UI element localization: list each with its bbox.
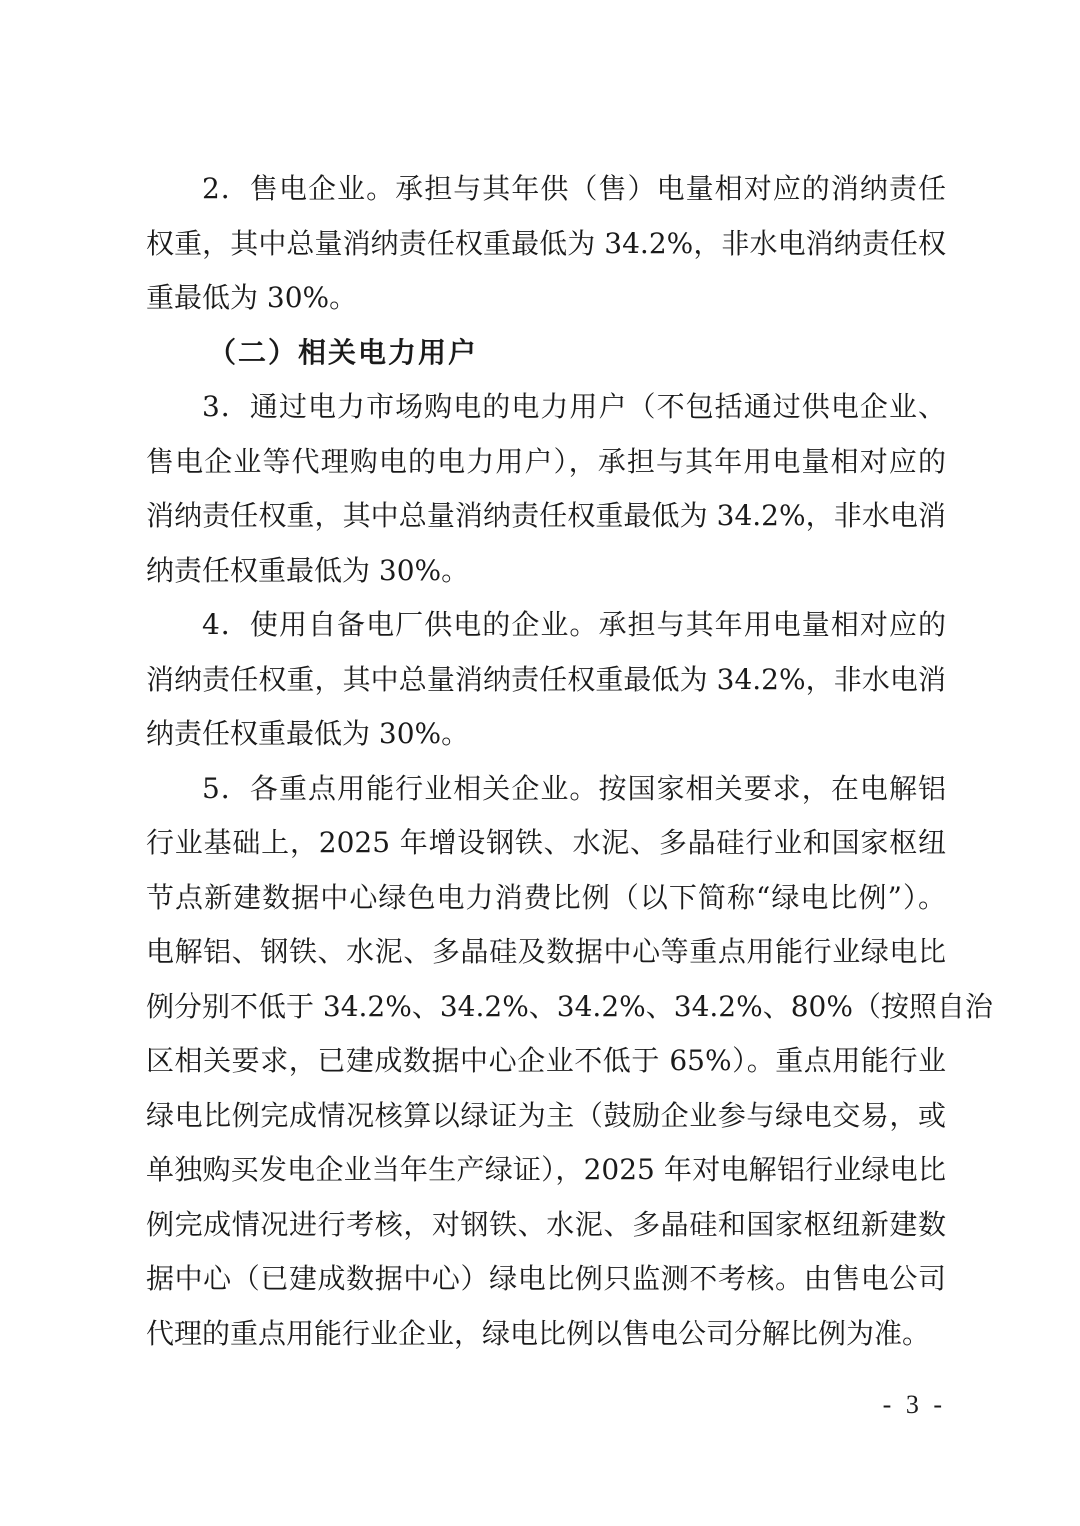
paragraph-line: 节点新建数据中心绿色电力消费比例（以下简称“绿电比例”）。 [146,880,946,914]
paragraph-4 [146,598,946,762]
paragraph-line: 区相关要求，已建成数据中心企业不低于 65%）。重点用能行业 [146,1044,946,1077]
paragraph-line: 行业基础上，2025 年增设钢铁、水泥、多晶硅行业和国家枢纽 [146,826,946,859]
paragraph-line: 纳责任权重最低为 30%。 [146,553,470,587]
document-body [146,162,993,1361]
paragraph-line: 例完成情况进行考核，对钢铁、水泥、多晶硅和国家枢纽新建数 [146,1207,946,1241]
paragraph-line: 4．使用自备电厂供电的企业。承担与其年用电量相对应的 [202,608,946,641]
page-number: - 3 - [882,1390,946,1419]
paragraph-5 [146,762,993,1362]
paragraph-line: 消纳责任权重，其中总量消纳责任权重最低为 34.2%，非水电消 [146,662,946,696]
paragraph-line: 据中心（已建成数据中心）绿电比例只监测不考核。由售电公司 [146,1262,946,1295]
paragraph-line: 电解铝、钢铁、水泥、多晶硅及数据中心等重点用能行业绿电比 [146,935,946,968]
paragraph-line: 3．通过电力市场购电的电力用户（不包括通过供电企业、 [202,390,946,423]
section-heading: （二）相关电力用户 [208,335,479,369]
paragraph-line: 例分别不低于 34.2%、34.2%、34.2%、34.2%、80%（按照自治 [146,989,993,1023]
paragraph-line: 消纳责任权重，其中总量消纳责任权重最低为 34.2%，非水电消 [146,499,946,532]
paragraph-line: 权重，其中总量消纳责任权重最低为 34.2%，非水电消纳责任权 [146,226,946,260]
paragraph-line: 纳责任权重最低为 30%。 [146,717,470,750]
paragraph-line: 重最低为 30%。 [146,281,358,314]
paragraph-line: 2．售电企业。承担与其年供（售）电量相对应的消纳责任 [202,172,946,205]
paragraph-3 [146,380,946,598]
paragraph-line: 5．各重点用能行业相关企业。按国家相关要求，在电解铝 [202,771,946,805]
paragraph-line: 绿电比例完成情况核算以绿证为主（鼓励企业参与绿电交易，或 [146,1098,946,1132]
paragraph-line: 售电企业等代理购电的电力用户），承担与其年用电量相对应的 [146,444,946,478]
paragraph-line: 代理的重点用能行业企业，绿电比例以售电公司分解比例为准。 [146,1316,931,1350]
paragraph-2 [146,162,946,326]
paragraph-line: 单独购买发电企业当年生产绿证），2025 年对电解铝行业绿电比 [146,1153,946,1186]
